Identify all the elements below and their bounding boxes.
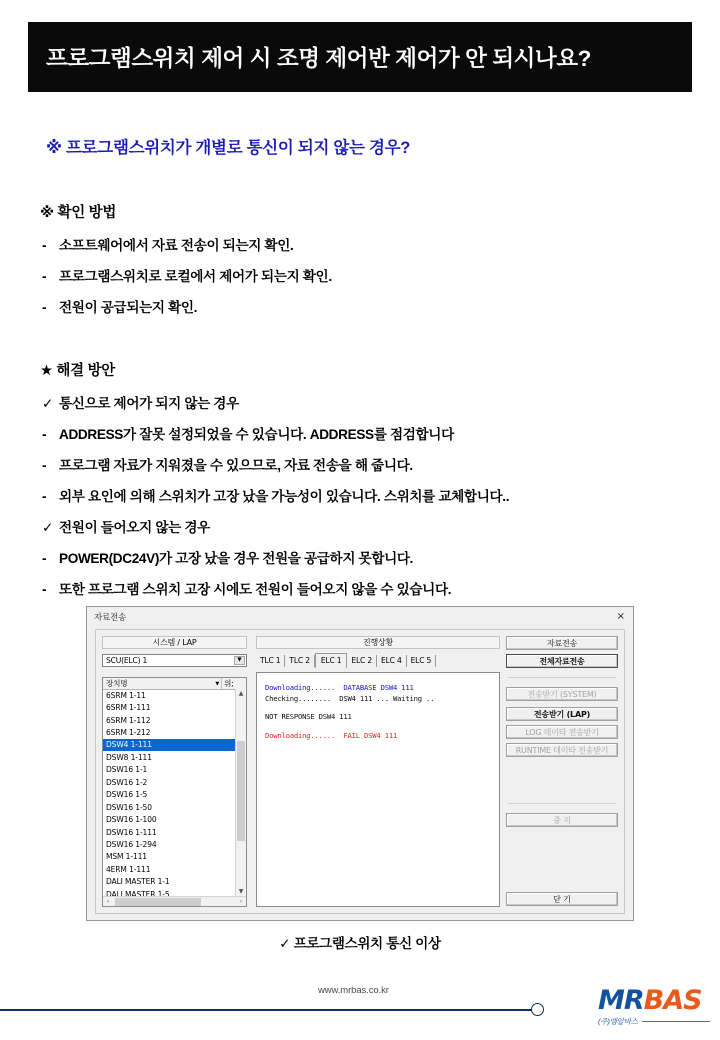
horizontal-scroll-track[interactable] xyxy=(113,898,236,906)
solution-item-text: 또한 프로그램 스위치 고장 시에도 전원이 들어오지 않을 수 있습니다. xyxy=(59,582,452,597)
dialog-body xyxy=(95,629,625,914)
solution-item xyxy=(0,578,720,598)
log-line: Downloading...... FAIL DSW4 111 xyxy=(265,730,398,740)
bullet-marker: - xyxy=(42,427,47,442)
page-header-banner xyxy=(28,22,692,92)
solution-heading: ★ 해결 방안 xyxy=(40,363,115,379)
device-list-item[interactable]: DSW4 1-111 xyxy=(103,739,235,751)
device-list-item[interactable]: 6SRM 1-212 xyxy=(106,728,151,738)
logo-wordmark xyxy=(598,987,710,1015)
figure-caption: ✓ 프로그램스위치 통신 이상 xyxy=(279,936,441,951)
solution-item-text: 전원이 들어오지 않는 경우 xyxy=(59,520,210,535)
receive-lap-button[interactable]: 전송받기 (LAP) xyxy=(506,707,618,721)
log-spacer xyxy=(265,723,499,731)
device-list-item[interactable]: 6SRM 1-111 xyxy=(106,703,151,713)
solution-item-text: 프로그램 자료가 지워졌을 수 있으므로, 자료 전송을 해 줍니다. xyxy=(59,458,413,473)
log-line: Checking........ DSW4 111 ... Waiting .. xyxy=(265,693,435,703)
device-list-item[interactable]: DSW16 1-2 xyxy=(106,777,148,787)
device-list-item[interactable]: MSM 1-111 xyxy=(106,852,147,862)
device-list-item[interactable]: DSW8 1-111 xyxy=(106,752,152,762)
close-button[interactable]: 닫 기 xyxy=(506,892,618,906)
device-list-item[interactable]: DSW16 1-50 xyxy=(106,802,152,812)
tab-elc-5[interactable]: ELC 5 xyxy=(407,655,437,667)
stop-button[interactable]: 중 지 xyxy=(506,813,618,827)
log-line: Downloading...... DATABASE DSW4 111 xyxy=(265,683,414,692)
scroll-up-icon[interactable]: ▲ xyxy=(238,690,244,697)
device-list-rows xyxy=(103,689,235,896)
solution-item xyxy=(0,454,720,474)
logo-bas-text: BAS xyxy=(643,985,702,1016)
main-content xyxy=(0,120,720,598)
send-all-data-button[interactable]: 전체자료전송 xyxy=(506,654,618,668)
dialog-title: 자료전송 xyxy=(94,613,127,623)
log-line: NOT RESPONSE DSW4 111 xyxy=(265,712,352,721)
button-divider xyxy=(508,677,616,678)
list-vertical-scrollbar[interactable] xyxy=(235,689,246,896)
check-item-text: 전원이 공급되는지 확인. xyxy=(59,300,198,315)
stop-button-area xyxy=(506,794,618,827)
sort-arrow-icon: ▼ xyxy=(215,680,219,687)
tab-tlc-2[interactable]: TLC 2 xyxy=(285,655,314,667)
chevron-down-icon[interactable]: ▼ xyxy=(234,656,245,665)
solution-item-text: POWER(DC24V)가 고장 났을 경우 전원을 공급하지 못합니다. xyxy=(59,551,414,566)
tab-elc-2[interactable]: ELC 2 xyxy=(347,655,377,667)
solution-item xyxy=(0,485,720,505)
logo-mr-text: MR xyxy=(598,985,644,1016)
footer-rule xyxy=(0,1009,536,1011)
receive-system-button[interactable]: 전송받기 (SYSTEM) xyxy=(506,687,618,701)
controller-tabs xyxy=(256,654,500,667)
close-icon[interactable]: × xyxy=(616,611,625,622)
tab-elc-1[interactable]: ELC 1 xyxy=(315,653,348,668)
footer-url: www.mrbas.co.kr xyxy=(318,985,389,996)
solution-item xyxy=(0,392,720,412)
data-transfer-dialog xyxy=(86,606,634,921)
screenshot-figure xyxy=(86,606,634,921)
check-item xyxy=(0,265,720,285)
scu-select[interactable] xyxy=(102,654,247,667)
blue-question-heading: ※ 프로그램스위치가 개별로 통신이 되지 않는 경우? xyxy=(46,139,411,157)
transfer-log xyxy=(256,672,500,907)
solution-item-text: 통신으로 제어가 되지 않는 경우 xyxy=(59,396,239,411)
receive-log-data-button[interactable]: LOG 데이타 전송받기 xyxy=(506,725,618,739)
solution-item xyxy=(0,423,720,443)
bullet-marker: ✓ xyxy=(42,520,54,535)
system-lap-label: 시스템 / LAP xyxy=(102,636,247,649)
device-list-item[interactable]: DSW16 1-100 xyxy=(106,815,157,825)
device-list-item[interactable]: DSW16 1-1 xyxy=(106,765,148,775)
scroll-left-icon[interactable]: ‹ xyxy=(106,898,110,905)
device-list-item[interactable]: DALI MASTER 1-1 xyxy=(106,877,170,887)
device-list-item[interactable]: 6SRM 1-11 xyxy=(106,690,146,700)
device-list-item[interactable]: DSW16 1-5 xyxy=(106,790,148,800)
mrbas-logo xyxy=(598,987,710,1033)
close-button-area xyxy=(506,892,618,906)
bullet-marker: - xyxy=(42,238,47,253)
device-list-item[interactable]: DALI MASTER 1-5 xyxy=(106,889,170,896)
scroll-down-icon[interactable]: ▼ xyxy=(238,888,244,895)
check-item xyxy=(0,234,720,254)
scu-select-value: SCU(ELC) 1 xyxy=(106,656,148,665)
bullet-marker: - xyxy=(42,300,47,315)
device-list-item[interactable]: 4ERM 1-111 xyxy=(106,864,151,874)
column-header-name[interactable] xyxy=(103,678,222,689)
solution-item-text: 외부 요인에 의해 스위치가 고장 났을 가능성이 있습니다. 스위치를 교체합니다.. xyxy=(59,489,510,504)
progress-label: 진행상황 xyxy=(256,636,500,649)
page-footer xyxy=(0,985,720,1040)
action-buttons-panel xyxy=(506,636,618,907)
check-item xyxy=(0,296,720,316)
check-item-text: 프로그램스위치로 로컬에서 제어가 되는지 확인. xyxy=(59,269,332,284)
bullet-marker: - xyxy=(42,582,47,597)
scroll-right-icon[interactable]: › xyxy=(239,898,243,905)
log-spacer xyxy=(265,704,499,712)
bullet-marker: - xyxy=(42,269,47,284)
progress-panel xyxy=(256,636,500,907)
device-listbox[interactable] xyxy=(102,677,247,907)
logo-subtitle-rule xyxy=(642,1021,710,1022)
solution-item xyxy=(0,547,720,567)
list-horizontal-scrollbar[interactable] xyxy=(103,896,246,906)
bullet-marker: - xyxy=(42,551,47,566)
device-list-item[interactable]: DSW16 1-111 xyxy=(106,827,157,837)
system-lap-panel xyxy=(102,636,247,907)
send-data-button[interactable]: 자료전송 xyxy=(506,636,618,650)
logo-subtitle-text: (주)엠알바스 xyxy=(598,1017,638,1026)
footer-dot-icon xyxy=(531,1003,544,1016)
check-item-text: 소프트웨어에서 자료 전송이 되는지 확인. xyxy=(59,238,294,253)
column-header-second[interactable]: 위; xyxy=(224,679,234,688)
tab-elc-4[interactable]: ELC 4 xyxy=(377,655,407,667)
button-divider xyxy=(508,803,616,804)
column-header-name-label: 장치명 xyxy=(106,679,128,688)
tab-tlc-1[interactable]: TLC 1 xyxy=(256,655,285,667)
solution-item xyxy=(0,516,720,536)
receive-runtime-data-button[interactable]: RUNTIME 데이타 전송받기 xyxy=(506,743,618,757)
page-title: 프로그램스위치 제어 시 조명 제어반 제어가 안 되시나요? xyxy=(46,46,592,71)
check-method-heading: ※ 확인 방법 xyxy=(40,205,117,221)
solution-item-text: ADDRESS가 잘못 설정되었을 수 있습니다. ADDRESS를 점검합니다 xyxy=(59,427,454,442)
horizontal-scroll-thumb[interactable] xyxy=(115,898,201,906)
bullet-marker: - xyxy=(42,489,47,504)
device-list-item[interactable]: DSW16 1-294 xyxy=(106,839,157,849)
vertical-scroll-thumb[interactable] xyxy=(237,741,245,841)
bullet-marker: ✓ xyxy=(42,396,54,411)
device-list-item[interactable]: 6SRM 1-112 xyxy=(106,715,151,725)
bullet-marker: - xyxy=(42,458,47,473)
dialog-titlebar xyxy=(87,607,633,625)
logo-subtitle xyxy=(598,1016,710,1027)
